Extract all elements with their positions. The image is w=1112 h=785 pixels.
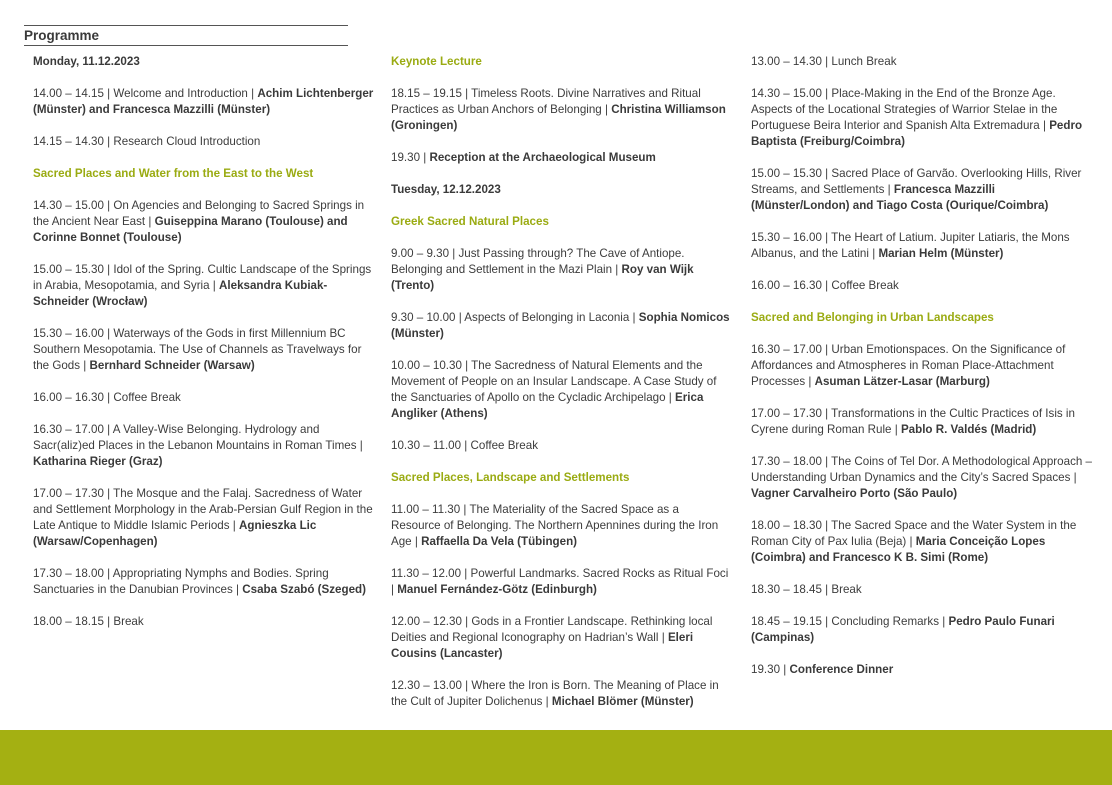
item-time: 16.30 – 17.00 — [751, 343, 822, 356]
item-time: 15.00 – 15.30 — [33, 263, 104, 276]
item-time: 16.00 – 16.30 — [751, 279, 822, 292]
separator: | — [411, 535, 422, 548]
separator: | — [1070, 471, 1077, 484]
item-time: 18.00 – 18.15 — [33, 615, 104, 628]
item-title: Transformations in the Cultic Practices of Isis in Cyrene during Roman Rule — [751, 407, 1075, 436]
day-heading: Monday, 11.12.2023 — [33, 55, 140, 68]
session-heading: Sacred and Belonging in Urban Landscapes — [751, 311, 994, 324]
item-time: 14.00 – 14.15 — [33, 87, 104, 100]
item-title: Timeless Roots. Divine Narratives and Ritual Practices as Urban Anchors of Belonging — [391, 87, 701, 116]
separator: | — [455, 311, 465, 324]
programme-item — [391, 502, 731, 550]
item-title: Sacred Place of Garvão. Overlooking Hills, River Streams, and Settlements — [751, 167, 1082, 196]
item-title: The Coins of Tel Dor. A Methodological Approach – Understanding Urban Dynamics and the City’s Sacred Spaces — [751, 455, 1092, 484]
session-heading: Sacred Places, Landscape and Settlements — [391, 471, 630, 484]
item-speaker: Asuman Lätzer-Lasar (Marburg) — [814, 375, 990, 388]
separator: | — [805, 375, 815, 388]
item-speaker: Vagner Carvalheiro Porto (São Paulo) — [751, 487, 958, 500]
day-heading: Tuesday, 12.12.2023 — [391, 183, 501, 196]
item-title: The Heart of Latium. Jupiter Latiaris, the Mons Albanus, and the Latini — [751, 231, 1070, 260]
separator: | — [449, 247, 459, 260]
programme-item — [33, 326, 378, 374]
programme-item — [751, 230, 1096, 262]
item-time: 16.00 – 16.30 — [33, 391, 104, 404]
item-speaker: Sophia Nomicos (Münster) — [391, 311, 730, 340]
programme-item — [751, 518, 1096, 566]
separator: | — [103, 135, 114, 148]
programme-item — [391, 150, 731, 166]
separator: | — [821, 455, 832, 468]
session-heading: Keynote Lecture — [391, 55, 482, 68]
item-time: 17.30 – 18.00 — [751, 455, 822, 468]
programme-item — [33, 86, 378, 118]
item-title: Aspects of Belonging in Laconia — [464, 311, 630, 324]
item-speaker: Manuel Fernández-Götz (Edinburgh) — [397, 583, 597, 596]
programme-item — [751, 278, 1096, 294]
item-time: 17.00 – 17.30 — [33, 487, 104, 500]
separator: | — [601, 103, 612, 116]
heading-rule-top — [24, 25, 348, 26]
programme-item — [33, 198, 378, 246]
item-time: 9.30 – 10.00 — [391, 311, 456, 324]
item-speaker: Agnieszka Lic (Warsaw/Copenhagen) — [33, 519, 317, 548]
item-time: 16.30 – 17.00 — [33, 423, 104, 436]
separator: | — [821, 615, 832, 628]
separator: | — [868, 247, 879, 260]
item-title: Coffee Break — [113, 391, 181, 404]
item-time: 18.15 – 19.15 — [391, 87, 462, 100]
separator: | — [821, 583, 832, 596]
separator: | — [821, 167, 832, 180]
session-heading: Sacred Places and Water from the East to the West — [33, 167, 314, 180]
item-time: 19.30 — [391, 151, 421, 164]
programme-item — [33, 566, 378, 598]
programme-item — [33, 262, 378, 310]
programme-item — [391, 310, 731, 342]
item-speaker: Reception at the Archaeological Museum — [429, 151, 656, 164]
separator: | — [103, 87, 114, 100]
item-speaker: Eleri Cousins (Lancaster) — [391, 631, 694, 660]
item-time: 17.00 – 17.30 — [751, 407, 822, 420]
item-time: 19.30 — [751, 663, 781, 676]
item-title: Place-Making in the End of the Bronze Age. Aspects of the Locational Strategies of Warrior Stelae in the Portuguese Beira Interior and Spanish Alta Extremadura — [751, 87, 1058, 132]
item-title: On Agencies and Belonging to Sacred Springs in the Ancient Near East — [33, 199, 365, 228]
separator: | — [356, 439, 363, 452]
separator: | — [542, 695, 552, 708]
item-speaker: Erica Angliker (Athens) — [391, 391, 704, 420]
programme-item — [391, 438, 731, 454]
item-time: 14.30 – 15.00 — [33, 199, 104, 212]
separator: | — [391, 583, 398, 596]
separator: | — [103, 199, 114, 212]
item-title: A Valley-Wise Belonging. Hydrology and Sacr(aliz)ed Places in the Lebanon Mountains in Roman Times — [33, 423, 357, 452]
programme-item — [391, 566, 731, 598]
item-time: 17.30 – 18.00 — [33, 567, 104, 580]
programme-item — [33, 134, 378, 150]
item-title: Urban Emotionspaces. On the Significance of Affordances and Atmospheres in Roman Place-Attachment Processes — [751, 343, 1066, 388]
programme-heading: Programme — [24, 28, 100, 43]
item-title: Appropriating Nymphs and Bodies. Spring Sanctuaries in the Danubian Provinces — [33, 567, 329, 596]
item-time: 18.00 – 18.30 — [751, 519, 822, 532]
programme-item — [391, 86, 731, 134]
item-speaker: Aleksandra Kubiak-Schneider (Wrocław) — [33, 279, 328, 308]
item-title: The Materiality of the Sacred Space as a Resource of Belonging. The Northern Apennines during the Iron Age — [391, 503, 719, 548]
separator: | — [891, 423, 901, 436]
item-speaker: Csaba Szabó (Szeged) — [242, 583, 366, 596]
item-time: 18.45 – 19.15 — [751, 615, 822, 628]
separator: | — [658, 631, 668, 644]
item-speaker: Guiseppina Marano (Toulouse) and Corinne Bonnet (Toulouse) — [33, 215, 348, 244]
separator: | — [103, 615, 114, 628]
item-title: Gods in a Frontier Landscape. Rethinking local Deities and Regional Iconography on Hadrian’s Wall — [391, 615, 713, 644]
programme-item — [33, 390, 378, 406]
item-title: Break — [113, 615, 144, 628]
programme-item — [751, 406, 1096, 438]
item-title: The Sacredness of Natural Elements and the Movement of People on an Insular Landscape. A Case Study of the Sanctuaries of Apollo on the Cycladic Archipelago — [391, 359, 717, 404]
item-speaker: Katharina Rieger (Graz) — [33, 455, 163, 468]
item-time: 18.30 – 18.45 — [751, 583, 822, 596]
separator: | — [232, 583, 243, 596]
programme-item — [751, 582, 1096, 598]
item-title: Waterways of the Gods in first Millennium BC Southern Mesopotamia. The Use of Channels as Travelways for the Gods — [33, 327, 362, 372]
programme-item — [391, 246, 731, 294]
item-time: 11.00 – 11.30 — [391, 503, 461, 516]
item-time: 13.00 – 14.30 — [751, 55, 822, 68]
item-title: Just Passing through? The Cave of Antiope. Belonging and Settlement in the Mazi Plain — [391, 247, 685, 276]
item-title: Lunch Break — [831, 55, 897, 68]
item-title: Coffee Break — [470, 439, 538, 452]
programme-item — [751, 166, 1096, 214]
item-speaker: Pablo R. Valdés (Madrid) — [900, 423, 1037, 436]
item-speaker: Conference Dinner — [789, 663, 894, 676]
separator: | — [103, 263, 114, 276]
separator: | — [145, 215, 155, 228]
separator: | — [460, 503, 470, 516]
item-time: 15.00 – 15.30 — [751, 167, 822, 180]
separator: | — [665, 391, 676, 404]
item-title: Coffee Break — [831, 279, 899, 292]
separator: | — [884, 183, 894, 196]
heading-rule-bottom — [24, 45, 348, 46]
item-speaker: Christina Williamson (Groningen) — [391, 103, 726, 132]
item-title: Welcome and Introduction — [113, 87, 248, 100]
separator: | — [629, 311, 639, 324]
separator: | — [461, 359, 472, 372]
item-speaker: Marian Helm (Münster) — [878, 247, 1004, 260]
separator: | — [420, 151, 430, 164]
item-speaker: Michael Blömer (Münster) — [551, 695, 694, 708]
programme-item — [751, 614, 1096, 646]
item-speaker: Bernhard Schneider (Warsaw) — [89, 359, 255, 372]
separator: | — [461, 615, 472, 628]
item-speaker: Pedro Baptista (Freiburg/Coimbra) — [751, 119, 1083, 148]
separator: | — [461, 567, 471, 580]
separator: | — [821, 231, 832, 244]
item-time: 9.00 – 9.30 — [391, 247, 450, 260]
separator: | — [461, 87, 472, 100]
programme-item — [33, 614, 378, 630]
programme-item — [751, 54, 1096, 70]
programme-item — [751, 342, 1096, 390]
item-speaker: Roy van Wijk (Trento) — [391, 263, 694, 292]
programme-item — [751, 662, 1096, 678]
separator: | — [103, 423, 113, 436]
separator: | — [229, 519, 240, 532]
item-time: 10.30 – 11.00 — [391, 439, 462, 452]
item-speaker: Raffaella Da Vela (Tübingen) — [421, 535, 578, 548]
separator: | — [103, 567, 113, 580]
item-title: Idol of the Spring. Cultic Landscape of the Springs in Arabia, Mesopotamia, and Syria — [33, 263, 372, 292]
item-speaker: Achim Lichtenberger (Münster) and Francesca Mazzilli (Münster) — [33, 87, 374, 116]
column-1 — [33, 54, 378, 646]
separator: | — [103, 487, 114, 500]
programme-item — [33, 486, 378, 550]
item-time: 14.30 – 15.00 — [751, 87, 822, 100]
column-3 — [751, 54, 1096, 694]
item-time: 12.00 – 12.30 — [391, 615, 462, 628]
separator: | — [906, 535, 916, 548]
item-time: 15.30 – 16.00 — [751, 231, 822, 244]
item-title: Powerful Landmarks. Sacred Rocks as Ritual Foci — [470, 567, 729, 580]
item-time: 10.00 – 10.30 — [391, 359, 462, 372]
item-speaker: Pedro Paulo Funari (Campinas) — [751, 615, 1055, 644]
item-speaker: Francesca Mazzilli (Münster/London) and Tiago Costa (Ourique/Coimbra) — [751, 183, 1049, 212]
item-title: Concluding Remarks — [831, 615, 940, 628]
programme-item — [391, 358, 731, 422]
item-title: The Sacred Space and the Water System in the Roman City of Pax Iulia (Beja) — [751, 519, 1077, 548]
separator: | — [80, 359, 90, 372]
separator: | — [103, 327, 114, 340]
separator: | — [461, 679, 472, 692]
separator: | — [821, 343, 832, 356]
separator: | — [780, 663, 790, 676]
item-time: 11.30 – 12.00 — [391, 567, 462, 580]
item-title: The Mosque and the Falaj. Sacredness of Water and Settlement Morphology in the Arab-Persian Gulf Region in the Late Antique to Middle Islamic Periods — [33, 487, 373, 532]
separator: | — [821, 279, 832, 292]
item-speaker: Maria Conceição Lopes (Coimbra) and Francesco K B. Simi (Rome) — [751, 535, 1046, 564]
separator: | — [821, 519, 832, 532]
column-2 — [391, 54, 731, 726]
programme-item — [391, 678, 731, 710]
item-title: Research Cloud Introduction — [113, 135, 261, 148]
separator: | — [247, 87, 258, 100]
separator: | — [821, 87, 832, 100]
item-time: 15.30 – 16.00 — [33, 327, 104, 340]
separator: | — [821, 55, 832, 68]
item-title: Where the Iron is Born. The Meaning of Place in the Cult of Jupiter Dolichenus — [391, 679, 719, 708]
separator: | — [1039, 119, 1050, 132]
programme-item — [751, 454, 1096, 502]
session-heading: Greek Sacred Natural Places — [391, 215, 549, 228]
programme-item — [751, 86, 1096, 150]
separator: | — [612, 263, 622, 276]
item-title: Break — [831, 583, 862, 596]
separator: | — [103, 391, 114, 404]
separator: | — [821, 407, 832, 420]
separator: | — [461, 439, 471, 452]
item-time: 14.15 – 14.30 — [33, 135, 104, 148]
programme-item — [391, 614, 731, 662]
separator: | — [939, 615, 949, 628]
item-time: 12.30 – 13.00 — [391, 679, 462, 692]
separator: | — [209, 279, 220, 292]
footer-color-band — [0, 730, 1112, 785]
programme-item — [33, 422, 378, 470]
